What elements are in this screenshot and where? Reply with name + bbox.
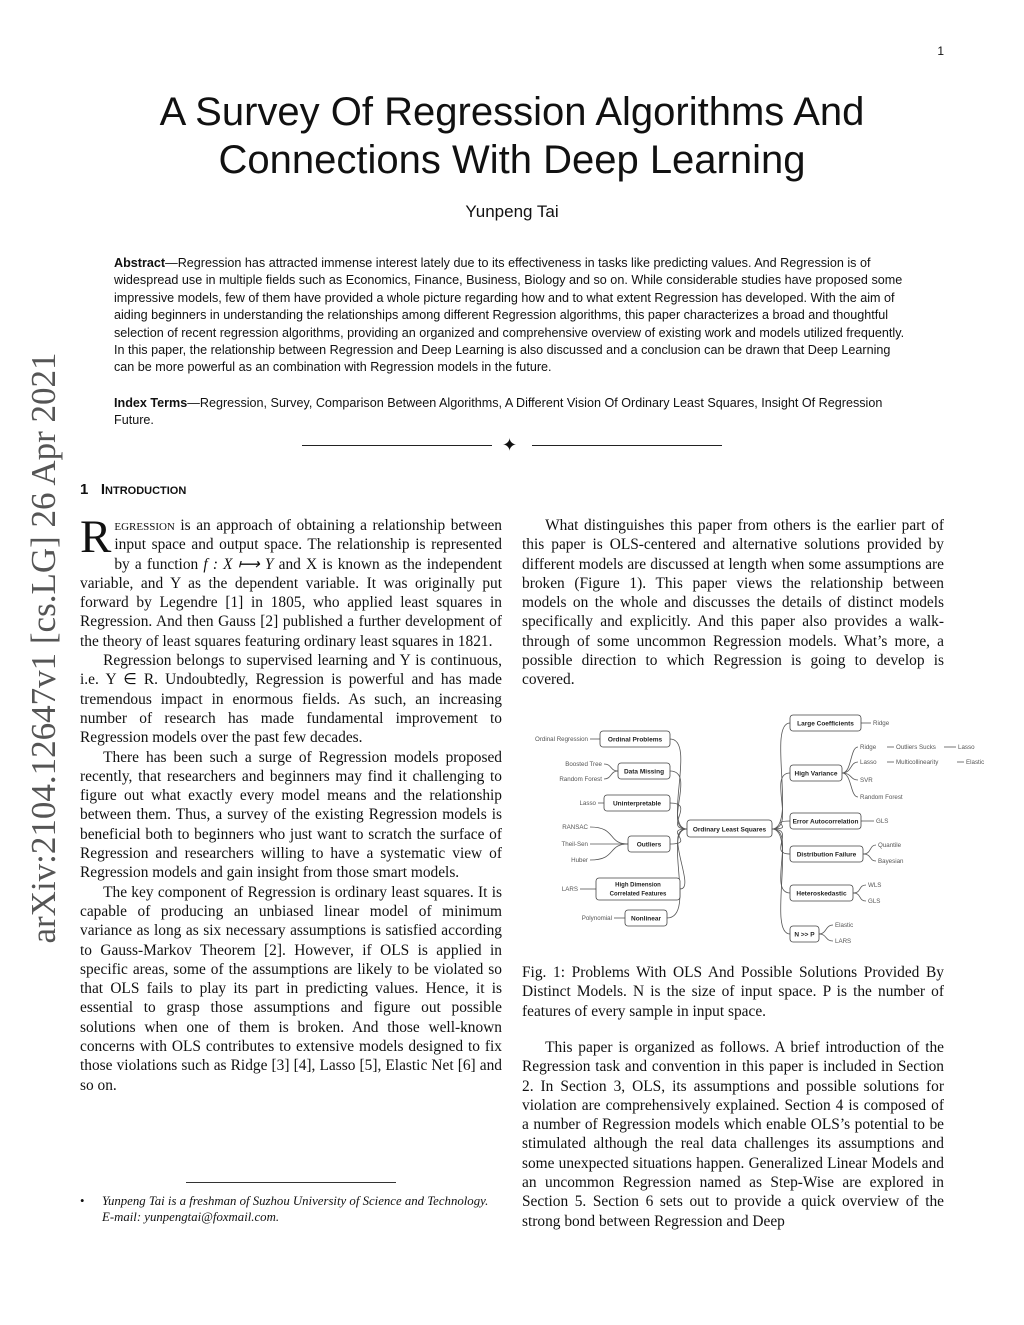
mindmap-problem: Large Coefficients <box>797 720 854 728</box>
first-word-rest: egression <box>114 517 175 534</box>
section-number: 1 <box>80 481 89 498</box>
paragraph-text: and X is known as the independent variable, and Y as the dependent variable. It was originally put forward by Legendre [1] in 1805, who applied least squares in Regression. And then Gauss [2] published a further development of the theory of least squares featuring ordinary least squares in 1821. <box>80 555 502 650</box>
paragraph <box>80 511 502 651</box>
mindmap-problem: Distribution Failure <box>796 851 857 859</box>
mindmap-problem: N >> P <box>794 931 815 939</box>
section-title: Introduction <box>100 481 187 498</box>
mindmap-solution: WLS <box>868 882 882 889</box>
mindmap-solution: Elastic <box>835 922 854 929</box>
mindmap-solution: Bayesian <box>878 858 904 865</box>
mindmap-problem-line1: High Dimension <box>615 882 661 889</box>
mindmap-solution: GLS <box>868 898 881 905</box>
mindmap-solution: Ridge <box>860 744 877 751</box>
footnote-rule <box>186 1182 396 1183</box>
problem-labels <box>608 721 859 939</box>
math-inline: f : X ⟼ Y <box>203 555 274 573</box>
title-line-1: A Survey Of Regression Algorithms And <box>159 90 865 134</box>
arxiv-identifier: arXiv:2104.12647v1 [cs.LG] 26 Apr 2021 <box>24 352 63 944</box>
footnote-body <box>80 1193 502 1225</box>
mindmap-solution: Theil-Sen <box>561 841 588 848</box>
mindmap-solution: Boosted Tree <box>565 761 602 768</box>
footnote-email: E-mail: yunpengtai@foxmail.com. <box>102 1210 280 1224</box>
page-number: 1 <box>937 44 944 58</box>
section-heading <box>80 481 186 498</box>
mindmap-solution: Lasso <box>958 744 975 751</box>
mindmap-solution: Random Forest <box>559 776 602 783</box>
abstract-label: Abstract <box>114 256 166 270</box>
paragraph: The key component of Regression is ordinary least squares. It is capable of producing an unbiased linear model of minimum variance as long as six necessary assumptions is satisfied according to Gauss-Markov Theorem [2]. However, if OLS is applied in specific areas, some of the assumptions are likely to be violated so that OLS fails to play its part in predicting values. Hence, it is essential to grasp those assumptions and figure out possible solutions when one of them is broken. And those well-known concerns with OLS contributes to extensive models designed to fix those violations such as Ridge [3] [4], Lasso [5], Elastic Net [6] and so on. <box>80 883 502 1094</box>
paragraph: There has been such a surge of Regression models proposed recently, that researchers and beginners may find it challenging to figure out what exactly every model means and the relationship between them. Thus, a survey of the existing Regression models is beneficial both to beginners who just want to scratch the surface of Regression and researchers willing to have a systematic view of Regression models and gain insight from those smart models. <box>80 748 502 882</box>
mindmap-problem: Data Missing <box>623 768 665 776</box>
mindmap-problem: Outliers <box>636 841 662 849</box>
abstract-text: —Regression has attracted immense interest lately due to its effectiveness in tasks like predicting values. And Regression is of widespread use in multiple fields such as Economics, Finance, Business, Biology and so on. While considerable studies have proposed some impressive models, few of them have provided a whole picture regarding how and to what extent Regression has developed. With the aim of aiding beginners in understanding the relationships among different Regression algorithms, this paper characterizes a broad and thoughtful selection of recent regression algorithms, providing an organized and comprehensive overview of existing work and models utilized frequently. In this paper, the relationship between Regression and Deep Learning is also discussed and a conclusion can be drawn that Deep Learning can be more powerful as an combination with Regression models in the future. <box>114 256 905 375</box>
mindmap-solution: LARS <box>561 886 578 893</box>
left-column <box>80 511 502 1095</box>
paragraph-text: is an approach of obtaining a relationship between input space and output space. The relationship is represented by a function <box>114 517 502 573</box>
divider-right <box>532 445 722 446</box>
mindmap-center: Ordinary Least Squares <box>692 826 767 834</box>
mindmap-solution: Polynomial <box>581 915 612 922</box>
mindmap-svg <box>522 700 994 958</box>
mindmap-solution: Multicollinearity <box>896 759 939 766</box>
index-terms <box>114 395 910 430</box>
mindmap-problem: Ordinal Problems <box>607 736 663 744</box>
mindmap-solution: Ordinal Regression <box>535 736 588 743</box>
figure-mindmap <box>522 700 994 958</box>
dropcap: R <box>80 511 112 563</box>
mindmap-solution: GLS <box>876 818 889 825</box>
mindmap-problem-line2: Correlated Features <box>609 891 667 898</box>
mindmap-problem: Heteroskedastic <box>796 890 847 898</box>
footnote-affiliation: Yunpeng Tai is a freshman of Suzhou University of Science and Technology. <box>102 1194 489 1208</box>
abstract <box>114 255 910 377</box>
author: Yunpeng Tai <box>465 202 559 221</box>
mindmap-problem: Uninterpretable <box>612 800 662 808</box>
mindmap-solution: Ridge <box>873 720 890 727</box>
title-line-2: Connections With Deep Learning <box>218 138 806 182</box>
mindmap-solution: Lasso <box>579 800 596 807</box>
mindmap-solution: RANSAC <box>562 824 588 831</box>
paragraph: Regression belongs to supervised learning and Y is continuous, i.e. Y ∈ R. Undoubtedly, Regression is powerful and has made tremendous impact in enormous fields. As such, an increasing number of research has made fundamental improvement to Regression models over the past few decades. <box>80 652 502 747</box>
mindmap-problem: High Variance <box>794 770 838 778</box>
divider-star-icon: ✦ <box>502 435 518 455</box>
figure-caption: Fig. 1: Problems With OLS And Possible Solutions Provided By Distinct Models. N is the size of input space. P is the number of features of every sample in input space. <box>522 964 944 1020</box>
footnote <box>80 1193 502 1225</box>
paragraph: What distinguishes this paper from others is the earlier part of this paper is OLS-centered and alternative solutions provided by different models are discussed at length when some assumptions are broken (Figure 1). This paper views the relationship between models on the whole and discusses the details of distinct models specifically and explicitly. And this paper also provides a walk-through of some uncommon Regression models. What’s more, a possible direction to which Regression is going to develop is covered. <box>522 517 944 689</box>
mindmap-problem: Nonlinear <box>631 915 661 923</box>
paragraph: This paper is organized as follows. A brief introduction of the Regression task and convention in this paper is included in Section 2. In Section 3, OLS, its assumptions and possible solutions for violation are comprehensively explained. Section 4 is composed of a number of Regression models which enable OLS’s potential to be stimulated although the real data challenges its assumptions and some unexpected situations happen. Generalized Linear Models and an uncommon Regression named as Step-Wise are explored in Section 5. Section 6 sets out to provide a quick overview of the strong bond between Regression and Deep <box>522 1039 944 1230</box>
mindmap-solution: Outliers Sucks <box>896 744 936 751</box>
mindmap-solution: SVR <box>860 777 873 784</box>
footnote-bullet: • <box>80 1194 85 1208</box>
index-terms-label: Index Terms <box>114 396 188 410</box>
mindmap-solution: Lasso <box>860 759 877 766</box>
paper-title <box>100 88 924 184</box>
mindmap-solution: Quantile <box>878 842 902 849</box>
right-column-bottom <box>522 1038 944 1231</box>
mindmap-solution: LARS <box>835 938 852 945</box>
divider-left <box>302 445 492 446</box>
right-column-top <box>522 516 944 690</box>
index-terms-text: —Regression, Survey, Comparison Between Algorithms, A Different Vision Of Ordinary Least Squares, Insight Of Regression Future. <box>114 396 883 428</box>
mindmap-problem: Error Autocorrelation <box>792 818 859 826</box>
mindmap-solution: Elastic <box>966 759 985 766</box>
mindmap-solution: Random Forest <box>860 794 903 801</box>
mindmap-solution: Huber <box>571 857 588 864</box>
